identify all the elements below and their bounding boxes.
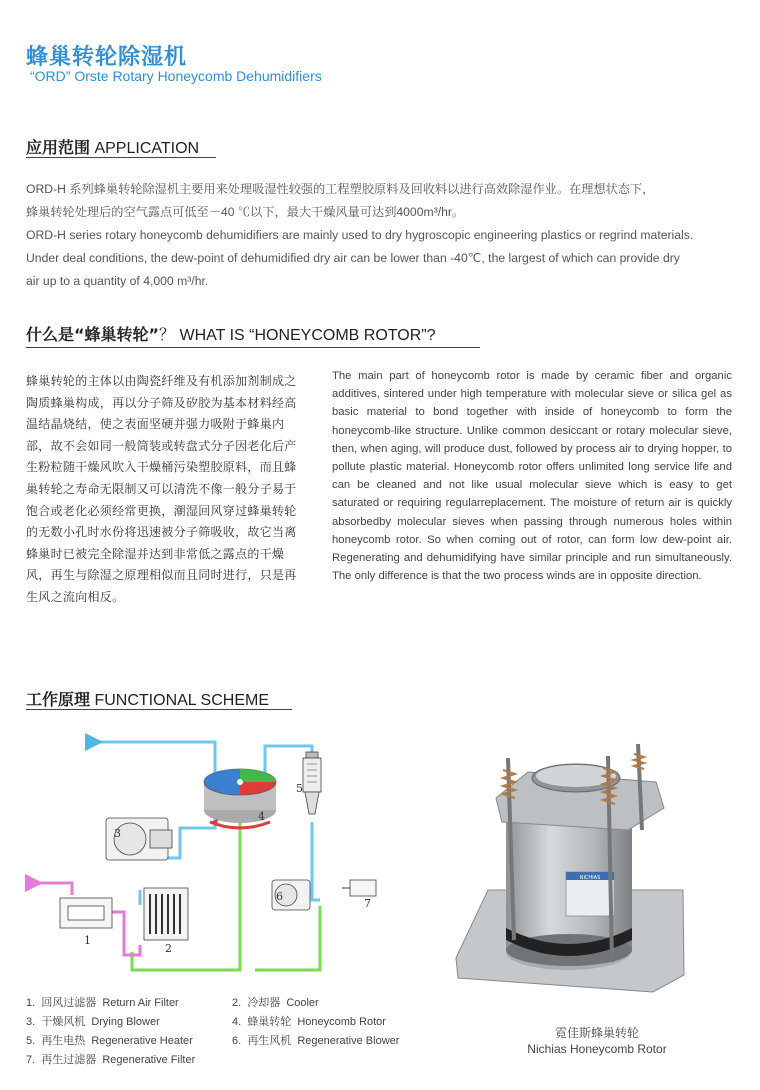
rotor-divider [26, 347, 480, 348]
rotor-text-cn: 蜂巢转轮的主体以由陶瓷纤维及有机添加剂制成之陶质蜂巢构成，再以分子筛及矽胶为基本材料经高温结晶烧结，使之表面坚硬并强力吸附于蜂巢内部，故不会如同一般筒装或转盘式分子因老化后产生粉粒随干燥风吹入干燥桶污染塑胶原料，而且蜂巢转轮之寿命无限制又可以清洗不像一般分子易于饱合或老化必须经常更换，潮湿回风穿过蜂巢转轮的无数小孔时水份将迅速被分子筛吸收，故它当离蜂巢时已被完全除湿并达到非常低之露点的干燥风，再生与除湿之原理相似而且同时进行，只是再生风之流向相反。 [26, 374, 297, 604]
application-line: ORD-H 系列蜂巢转轮除湿机主要用来处理吸湿性较强的工程塑胶原料及回收料以进行高效除湿作业。在理想状态下， [26, 182, 655, 196]
return-air-filter-symbol [60, 898, 112, 928]
legend-item: 6. 再生风机 Regenerative Blower [232, 1034, 400, 1047]
diagram-number: 7 [364, 897, 371, 910]
application-text [26, 178, 738, 293]
honeycomb-rotor-symbol [204, 769, 276, 828]
rotor-heading [26, 322, 436, 345]
functional-scheme-diagram [20, 730, 460, 990]
legend-item: 5. 再生电热 Regenerative Heater [26, 1034, 193, 1047]
page-title: 蜂巢转轮除湿机 [26, 45, 188, 70]
honeycomb-rotor-photo [448, 730, 698, 1005]
regenerative-filter-symbol [342, 880, 376, 896]
photo-caption-en: Nichias Honeycomb Rotor [527, 1042, 667, 1056]
scheme-heading [26, 687, 269, 710]
photo-label: NICHIAS [579, 875, 601, 881]
rotor-heading-cn: 什么是“蜂巢转轮” [26, 325, 160, 344]
photo-caption-cn: 霓佳斯蜂巢转轮 [554, 1026, 639, 1040]
rotor-text-en: The main part of honeycomb rotor is made by ceramic fiber and organic additives, sintered under high temperature with molecular sieve or silica gel as basic material to bond together with inside of honeycomb to form the honeycomb-like structure. Unlike common desiccant or rotary molecular sieve, then, when aging, will produce dust, followed by process air to drying hopper, to pollute plastic material. Honeycomb rotor offers unlimited long service life and can be cleaned and not like usual molecular sieve which is easy to get saturated or requiring regularreplacement. The moisture of return air is quickly absorbedby molecular sieves when passing through numerous holes within honeycomb rotor. So when coming out of rotor, can form low dew-point air. Regenerating and dehumidifying have similar principle and run simultaneously. The only difference is that the two process winds are in opposite direction. [332, 370, 732, 583]
rotor-heading-en: ？ WHAT IS “HONEYCOMB ROTOR”? [159, 327, 436, 344]
scheme-heading-cn: 工作原理 [26, 690, 91, 709]
regenerative-heater-symbol [303, 752, 321, 814]
application-line: 蜂巢转轮处理后的空气露点可低至－40 ℃以下，最大干燥风量可达到4000m³/hr。 [26, 205, 465, 219]
application-line: ORD-H series rotary honeycomb dehumidifiers are mainly used to dry hygroscopic engineering plastics or regrind materials. [26, 228, 694, 242]
page-subtitle: “ORD” Orste Rotary Honeycomb Dehumidifiers [30, 68, 322, 84]
application-line: air up to a quantity of 4,000 m³/hr. [26, 274, 209, 288]
scheme-divider [26, 709, 292, 710]
application-heading-cn: 应用范围 [26, 138, 91, 157]
diagram-number: 3 [114, 827, 121, 840]
legend-item: 2. 冷却器 Cooler [232, 996, 319, 1009]
scheme-heading-en: FUNCTIONAL SCHEME [90, 692, 269, 709]
diagram-number: 4 [258, 810, 265, 823]
legend-item: 3. 干燥风机 Drying Blower [26, 1015, 160, 1028]
legend-item: 7. 再生过滤器 Regenerative Filter [26, 1053, 196, 1066]
application-divider [26, 157, 216, 158]
diagram-number: 6 [276, 890, 283, 903]
diagram-number: 5 [296, 782, 303, 795]
legend-item: 1. 回风过滤器 Return Air Filter [26, 996, 179, 1009]
application-heading [26, 135, 199, 158]
legend-item: 4. 蜂巢转轮 Honeycomb Rotor [232, 1015, 386, 1028]
application-heading-en: APPLICATION [90, 140, 200, 157]
application-line: Under deal conditions, the dew-point of dehumidified dry air can be lower than -40℃, the largest of which can provide dry [26, 251, 680, 265]
cooler-symbol [144, 888, 188, 940]
diagram-number: 1 [84, 934, 91, 947]
diagram-number: 2 [165, 942, 172, 955]
